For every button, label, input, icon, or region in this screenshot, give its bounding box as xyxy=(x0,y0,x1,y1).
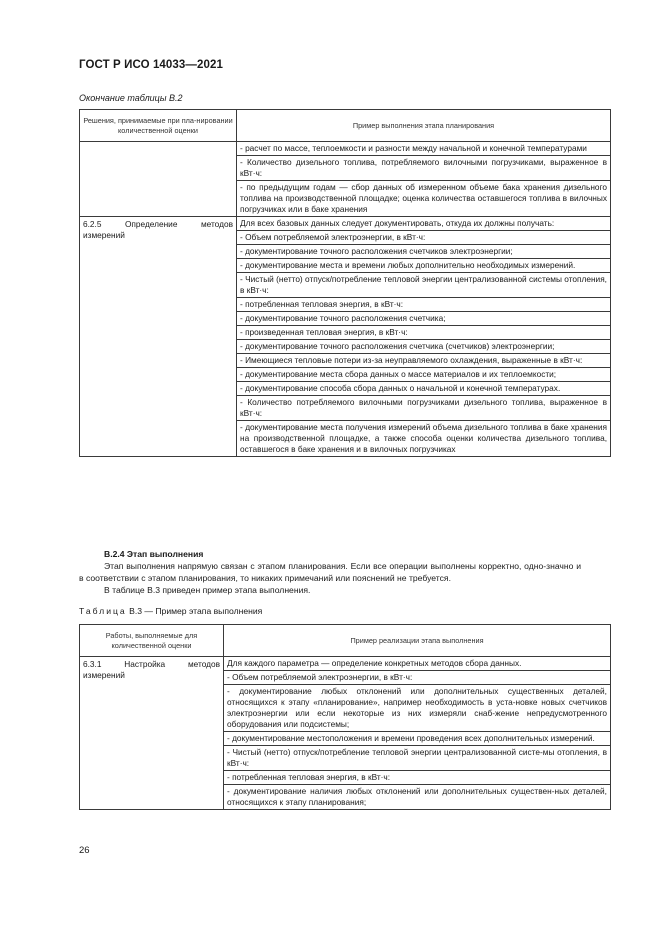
table-b3 xyxy=(79,624,611,810)
row-label-line: измерений xyxy=(83,230,125,240)
row-label-word: Настройка xyxy=(124,659,166,669)
row-label-word: Определение xyxy=(124,219,178,229)
list-item: - потребленная тепловая энергия, в кВт·ч: xyxy=(237,298,610,312)
list-item: - документирование точного расположения счетчиков электроэнергии; xyxy=(237,245,610,259)
list-item: - Количество потребляемого вилочными погрузчиками дизельного топлива, выраженное в кВт·ч: xyxy=(237,396,610,421)
list-item: - Объем потребляемой электроэнергии, в кВт·ч: xyxy=(224,671,610,685)
table-b3-caption xyxy=(79,606,262,616)
list-item: - по предыдущим годам — сбор данных об измеренном объеме бака хранения дизельного топлива на производственной площадке; оценка количества оставшегося топлива в вилочных погрузчиках или в баке хранения xyxy=(240,182,607,214)
row-label-line: измерений xyxy=(83,670,125,680)
table-b2-col2-header xyxy=(237,110,611,142)
row-label-word: методов xyxy=(187,659,220,669)
table-b2-col1-header-text: Решения, принимаемые при пла-нировании количественной оценки xyxy=(83,116,233,135)
list-item: - потребленная тепловая энергия, в кВт·ч: xyxy=(224,771,610,785)
list-item: - документирование местоположения и времени проведения всех дополнительных измерений. xyxy=(224,732,610,746)
row-631-content-cell xyxy=(224,657,611,810)
table-b2-col1-header xyxy=(80,110,237,142)
list-item: - документирование места и времени любых дополнительно необходимых измерений. xyxy=(237,259,610,273)
table-b2-continued-cell xyxy=(237,142,611,217)
list-item: - Количество дизельного топлива, потребляемого вилочными погрузчиками, выраженное в кВт·ч: xyxy=(237,156,610,181)
row-625-label-cell xyxy=(80,217,237,457)
list-item: - документирование места получения измерений объема дизельного топлива в баке хранения на производственной площадке, а также способа оценки количества дизельного топлива, оставшегося в баке хранения и в вилочных погрузчиках xyxy=(240,422,607,454)
table-b3-col1-header xyxy=(80,625,224,657)
list-item: - документирование точного расположения счетчика; xyxy=(237,312,610,326)
table-b3-col2-header xyxy=(224,625,611,657)
row-number: 6.3.1 xyxy=(83,659,102,669)
section-heading: В.2.4 Этап выполнения xyxy=(104,549,204,559)
list-item: - Объем потребляемой электроэнергии, в кВт·ч: xyxy=(237,231,610,245)
list-item: - документирование любых отклонений или дополнительных существенных деталей, относящихся к этапу «планирование», например необходимость в уста-новке новых счетчиков электроэнергии или если некоторые из них измеряли снаб-жение непредусмотренного оборудования или подсистемы; xyxy=(224,685,610,732)
table-b3-col2-header-text: Пример реализации этапа выполнения xyxy=(350,635,484,645)
table-b2 xyxy=(79,109,611,457)
table-b2-continuation-caption: Окончание таблицы В.2 xyxy=(79,93,183,103)
list-item: - документирование места сбора данных о массе материалов и их теплоемкости; xyxy=(237,368,610,382)
row-number: 6.2.5 xyxy=(83,219,102,229)
body-paragraph: Этап выполнения напрямую связан с этапом планирования. Если все операции выполнены корректно, одно-значно и в соответствии с этапом планирования, то никаких примечаний или пояснений не требуется. xyxy=(79,561,581,583)
table-b2-col2-header-text: Пример выполнения этапа планирования xyxy=(352,120,495,130)
list-item: Для каждого параметра — определение конкретных методов сбора данных. xyxy=(224,657,610,671)
list-item: - документирование способа сбора данных о начальной и конечной температурах. xyxy=(237,382,610,396)
list-item: - Имеющиеся тепловые потери из-за неуправляемого охлаждения, выраженные в кВт·ч: xyxy=(237,354,610,368)
table-b3-caption-word: Таблица xyxy=(79,606,127,616)
body-paragraph: В таблице В.3 приведен пример этапа выполнения. xyxy=(104,585,311,595)
row-label-word: методов xyxy=(200,219,233,229)
page-number: 26 xyxy=(79,845,90,856)
list-item: - Чистый (нетто) отпуск/потребление тепловой энергии централизованной системы отопления, в кВт·ч: xyxy=(237,273,610,298)
list-item: - произведенная тепловая энергия, в кВт·ч: xyxy=(237,326,610,340)
table-b3-caption-text: В.3 — Пример этапа выполнения xyxy=(129,606,263,616)
list-item: - Чистый (нетто) отпуск/потребление тепловой энергии централизованной систе-мы отопления, в кВт·ч: xyxy=(224,746,610,771)
list-item: Для всех базовых данных следует документировать, откуда их должны получать: xyxy=(237,217,610,231)
table-b3-col1-header-text: Работы, выполняемые для количественной оценки xyxy=(105,631,198,650)
list-item: - документирование наличия любых отклонений или дополнительных существен-ных деталей, относящихся к этапу планирования; xyxy=(227,786,607,807)
list-item: - расчет по массе, теплоемкости и разности между начальной и конечной температурами xyxy=(237,142,610,156)
document-header: ГОСТ Р ИСО 14033—2021 xyxy=(79,59,224,71)
row-625-content-cell xyxy=(237,217,611,457)
list-item: - документирование точного расположения счетчика (счетчиков) электроэнергии; xyxy=(237,340,610,354)
table-b2-empty-cell xyxy=(80,142,237,217)
row-631-label-cell xyxy=(80,657,224,810)
